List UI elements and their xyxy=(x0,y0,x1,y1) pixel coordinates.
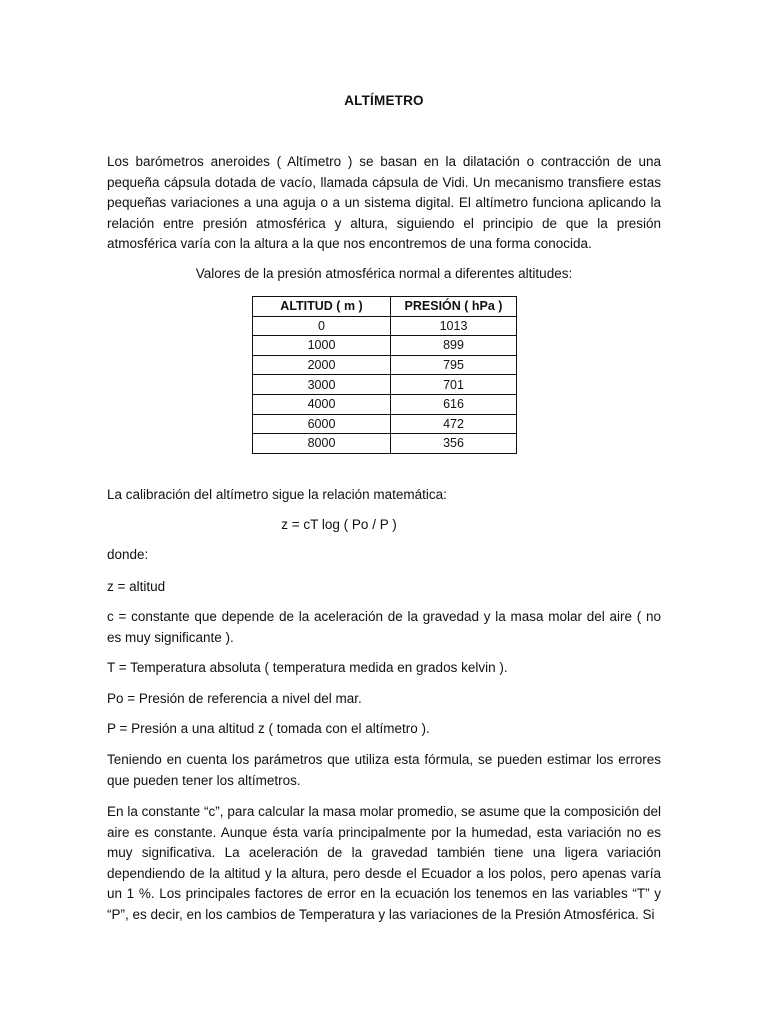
intro-paragraph: Los barómetros aneroides ( Altímetro ) se basan en la dilatación o contracción de una pequeña cápsula dotada de vacío, llamada cápsula de Vidi. Un mecanismo transfiere estas pequeñas variaciones a una aguja o a un sistema digital. El altímetro funciona aplicando la relación entre presión atmosférica y altura, siguiendo el principio de que la presión atmosférica varía con la altura a la que nos encontremos de una forma conocida. xyxy=(107,154,661,251)
table-row xyxy=(253,355,517,375)
table-header-row xyxy=(253,297,517,317)
donde-label: donde: xyxy=(107,547,149,562)
formula: z = cT log ( Po / P ) xyxy=(281,517,397,532)
altitude-cell: 2000 xyxy=(253,355,391,375)
altitude-cell: 4000 xyxy=(253,394,391,414)
altitude-cell: 8000 xyxy=(253,434,391,454)
table-row xyxy=(253,316,517,336)
altitude-cell: 3000 xyxy=(253,375,391,395)
table-row xyxy=(253,434,517,454)
table-row xyxy=(253,336,517,356)
altitude-cell: 1000 xyxy=(253,336,391,356)
document-title: ALTÍMETRO xyxy=(344,93,424,108)
table-row xyxy=(253,375,517,395)
pressure-cell: 356 xyxy=(391,434,517,454)
pressure-cell: 616 xyxy=(391,394,517,414)
table-row xyxy=(253,394,517,414)
altitude-cell: 6000 xyxy=(253,414,391,434)
definition-z: z = altitud xyxy=(107,579,166,594)
pressure-cell: 899 xyxy=(391,336,517,356)
definition-t: T = Temperatura absoluta ( temperatura medida en grados kelvin ). xyxy=(107,660,508,675)
altitude-cell: 0 xyxy=(253,316,391,336)
table-caption: Valores de la presión atmosférica normal a diferentes altitudes: xyxy=(195,266,573,281)
pressure-altitude-table xyxy=(252,296,517,454)
constant-paragraph: En la constante “c”, para calcular la masa molar promedio, se asume que la composición del aire es constante. Aunque ésta varía principalmente por la humedad, esta variación no es muy significativa. La aceleración de la gravedad también tiene una ligera variación dependiendo de la altitud y la altura, pero desde el Ecuador a los polos, pero apenas varía un 1 %. Los principales factores de error en la ecuación los tenemos en las variables “T” y “P”, es decir, en los cambios de Temperatura y las variaciones de la Presión Atmosférica. Si xyxy=(107,804,661,922)
errors-paragraph: Teniendo en cuenta los parámetros que utiliza esta fórmula, se pueden estimar los errores que pueden tener los altímetros. xyxy=(107,752,661,788)
definition-c: c = constante que depende de la aceleración de la gravedad y la masa molar del aire ( no es muy significante ). xyxy=(107,609,661,645)
header-pressure: PRESIÓN ( hPa ) xyxy=(391,297,517,317)
pressure-cell: 472 xyxy=(391,414,517,434)
table-row xyxy=(253,414,517,434)
pressure-cell: 795 xyxy=(391,355,517,375)
definition-po: Po = Presión de referencia a nivel del mar. xyxy=(107,691,362,706)
pressure-cell: 1013 xyxy=(391,316,517,336)
pressure-cell: 701 xyxy=(391,375,517,395)
header-altitude: ALTITUD ( m ) xyxy=(253,297,391,317)
definition-p: P = Presión a una altitud z ( tomada con el altímetro ). xyxy=(107,721,430,736)
calibration-paragraph: La calibración del altímetro sigue la relación matemática: xyxy=(107,487,447,502)
